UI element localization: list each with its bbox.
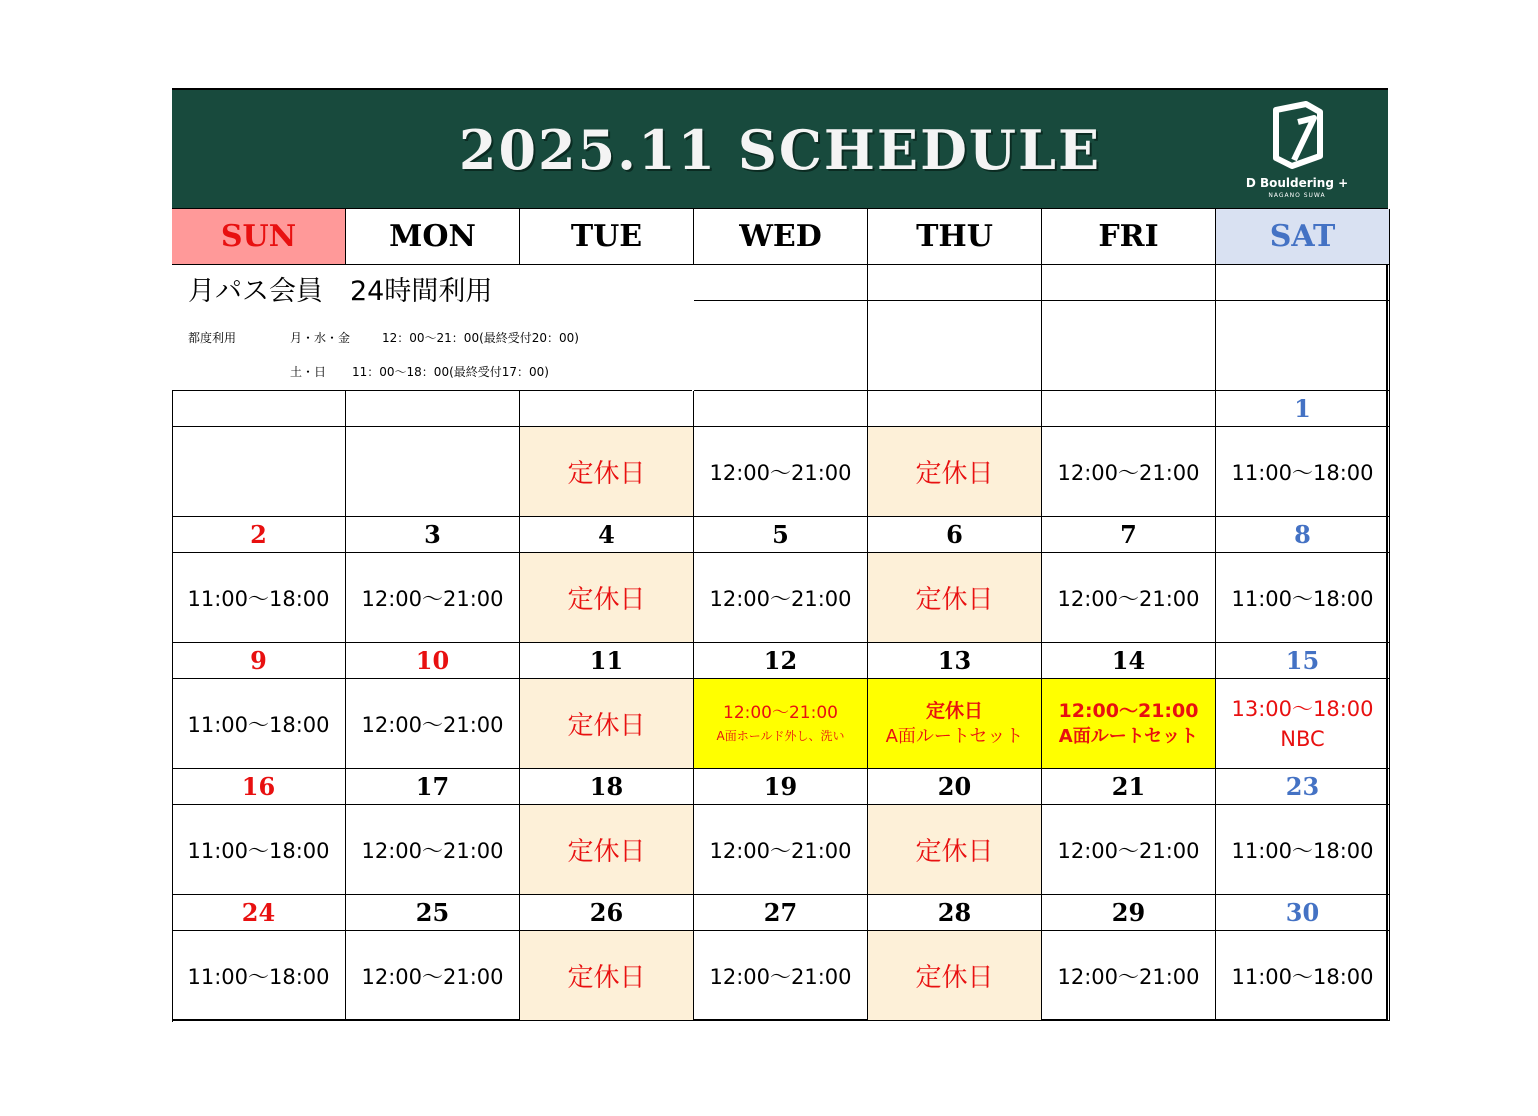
day-number: 1 [1294,394,1311,423]
date-cell [694,517,868,553]
day-number: 13 [937,646,972,675]
weekday-header-sat [1216,209,1390,265]
closed-label: 定休日 [567,837,646,867]
date-cell-empty [1216,265,1390,301]
day-number: 25 [415,898,450,927]
weekday-label: FRI [1098,219,1159,254]
title-banner [172,90,1388,209]
date-cell [520,643,694,679]
hours-text: 11:00～18:00 [1231,838,1374,863]
day-cell [520,427,694,517]
weekday-label: SAT [1269,219,1336,254]
event-line-2: A面ルートセット [1058,725,1199,747]
day-cell [868,931,1042,1021]
hours-text: 12:00～21:00 [709,964,852,989]
closed-label: 定休日 [915,459,994,489]
closed-label: 定休日 [567,963,646,993]
info-block [172,265,692,391]
day-number: 3 [424,520,441,549]
hours-text: 12:00～21:00 [709,838,852,863]
hours-text: 12:00～21:00 [1057,964,1200,989]
schedule-sheet [172,88,1388,1020]
day-cell [520,805,694,895]
event-line-1: 13:00～18:00 [1231,696,1374,721]
date-cell [1042,517,1216,553]
day-cell [1216,931,1390,1021]
weekday-header-sun [172,209,346,265]
day-cell [868,805,1042,895]
day-cell [172,553,346,643]
day-cell [694,427,868,517]
day-cell [1216,553,1390,643]
day-cell [520,553,694,643]
closed-label: 定休日 [567,711,646,741]
date-cell [694,769,868,805]
day-cell [1042,805,1216,895]
day-cell [1042,553,1216,643]
hours-text: 12:00～21:00 [1057,460,1200,485]
date-cell [346,643,520,679]
info-per-use-label: 都度利用 [188,331,237,345]
date-cell [1042,769,1216,805]
day-cell [520,931,694,1021]
day-number: 30 [1285,898,1320,927]
info-line2-hours: 11：00～18：00(最終受付17：00) [352,365,549,379]
date-cell [1216,895,1390,931]
day-cell [1042,931,1216,1021]
weekday-label: TUE [570,219,643,254]
day-cell [1216,805,1390,895]
weekday-header-wed [694,209,868,265]
closed-label: 定休日 [915,963,994,993]
closed-label: 定休日 [915,837,994,867]
info-title: 月パス会員 24時間利用 [188,276,493,307]
date-cell-empty [1042,265,1216,301]
date-cell [694,895,868,931]
day-cell [1042,679,1216,769]
day-cell-empty [694,301,868,391]
hours-text: 12:00～21:00 [361,838,504,863]
weekday-label: THU [916,219,993,254]
day-cell [172,931,346,1021]
date-cell [520,769,694,805]
day-number: 5 [772,520,789,549]
date-cell-empty [694,265,868,301]
day-cell [172,427,346,517]
date-cell [346,517,520,553]
event-line-2: A面ホールド外し、洗い [716,728,845,743]
closed-label: 定休日 [567,459,646,489]
date-cell [868,391,1042,427]
date-cell [346,895,520,931]
event-line-1: 12:00～21:00 [723,702,838,723]
weekday-header-fri [1042,209,1216,265]
day-cell [346,427,520,517]
day-cell [694,553,868,643]
hours-text: 11:00～18:00 [187,712,330,737]
hours-text: 12:00～21:00 [1057,838,1200,863]
date-cell [1216,517,1390,553]
info-line1-hours: 12：00～21：00(最終受付20：00) [382,331,579,345]
day-cell [172,805,346,895]
date-cell [868,895,1042,931]
hours-text: 11:00～18:00 [1231,586,1374,611]
day-cell [172,679,346,769]
weekday-header-mon [346,209,520,265]
day-number: 18 [589,772,624,801]
date-cell [520,517,694,553]
logo-mark-icon [1234,100,1360,176]
hours-text: 11:00～18:00 [1231,964,1374,989]
day-cell [346,679,520,769]
date-cell [172,517,346,553]
date-cell [1216,643,1390,679]
day-cell [1216,427,1390,517]
hours-text: 12:00～21:00 [1057,586,1200,611]
day-cell [520,679,694,769]
day-number: 12 [763,646,798,675]
day-number: 28 [937,898,972,927]
hours-text: 12:00～21:00 [361,586,504,611]
day-number: 21 [1111,772,1146,801]
closed-label: 定休日 [915,585,994,615]
date-cell [868,643,1042,679]
day-number: 6 [946,520,963,549]
info-line1-days: 月・水・金 [290,331,351,345]
day-number: 17 [415,772,450,801]
weekday-header-tue [520,209,694,265]
day-number: 7 [1120,520,1137,549]
day-cell [694,931,868,1021]
day-number: 29 [1111,898,1146,927]
date-cell [868,517,1042,553]
day-cell [868,553,1042,643]
date-cell [520,895,694,931]
day-number: 14 [1111,646,1146,675]
date-cell-empty [868,265,1042,301]
day-cell [1216,679,1390,769]
day-number: 4 [598,520,615,549]
date-cell [1216,769,1390,805]
day-cell-empty [1042,301,1216,391]
hours-text: 11:00～18:00 [187,586,330,611]
event-line-2: NBC [1280,726,1325,751]
date-cell [346,391,520,427]
weekday-header-thu [868,209,1042,265]
day-cell [346,931,520,1021]
day-number: 19 [763,772,798,801]
info-line2-days: 土・日 [290,365,327,379]
brand-logo [1234,100,1360,200]
hours-text: 11:00～18:00 [187,964,330,989]
date-cell [1042,643,1216,679]
date-cell [1042,895,1216,931]
logo-name: D Bouldering + [1245,176,1349,190]
date-cell [694,391,868,427]
weekday-label: SUN [220,219,297,254]
day-number: 2 [250,520,267,549]
date-cell [694,643,868,679]
logo-subtitle: NAGANO SUWA [1268,192,1326,199]
date-cell [1216,391,1390,427]
hours-text: 12:00～21:00 [709,586,852,611]
day-cell [346,553,520,643]
day-cell [1042,427,1216,517]
closed-label: 定休日 [567,585,646,615]
event-line-2: A面ルートセット [885,725,1024,747]
weekday-label: WED [739,219,822,254]
day-number: 16 [241,772,276,801]
date-cell [520,391,694,427]
day-cell-empty [868,301,1042,391]
day-number: 27 [763,898,798,927]
day-number: 20 [937,772,972,801]
date-cell [346,769,520,805]
hours-text: 12:00～21:00 [709,460,852,485]
day-number: 11 [589,646,624,675]
date-cell [172,391,346,427]
hours-text: 11:00～18:00 [1231,460,1374,485]
event-line-1: 12:00～21:00 [1058,699,1199,722]
day-cell [346,805,520,895]
date-cell [868,769,1042,805]
date-cell [172,769,346,805]
weekday-label: MON [389,219,476,254]
hours-text: 12:00～21:00 [361,964,504,989]
day-cell [868,427,1042,517]
day-cell [694,805,868,895]
day-number: 9 [250,646,267,675]
date-cell [172,895,346,931]
date-cell [172,643,346,679]
day-number: 26 [589,898,624,927]
day-number: 8 [1294,520,1311,549]
day-cell-empty [1216,301,1390,391]
event-line-1: 定休日 [925,699,983,722]
day-number: 10 [415,646,450,675]
date-cell [1042,391,1216,427]
day-cell [868,679,1042,769]
day-number: 23 [1285,772,1320,801]
day-cell [694,679,868,769]
hours-text: 11:00～18:00 [187,838,330,863]
day-number: 15 [1285,646,1320,675]
hours-text: 12:00～21:00 [361,712,504,737]
day-number: 24 [241,898,276,927]
page-title: 2025.11 SCHEDULE [458,118,1102,182]
